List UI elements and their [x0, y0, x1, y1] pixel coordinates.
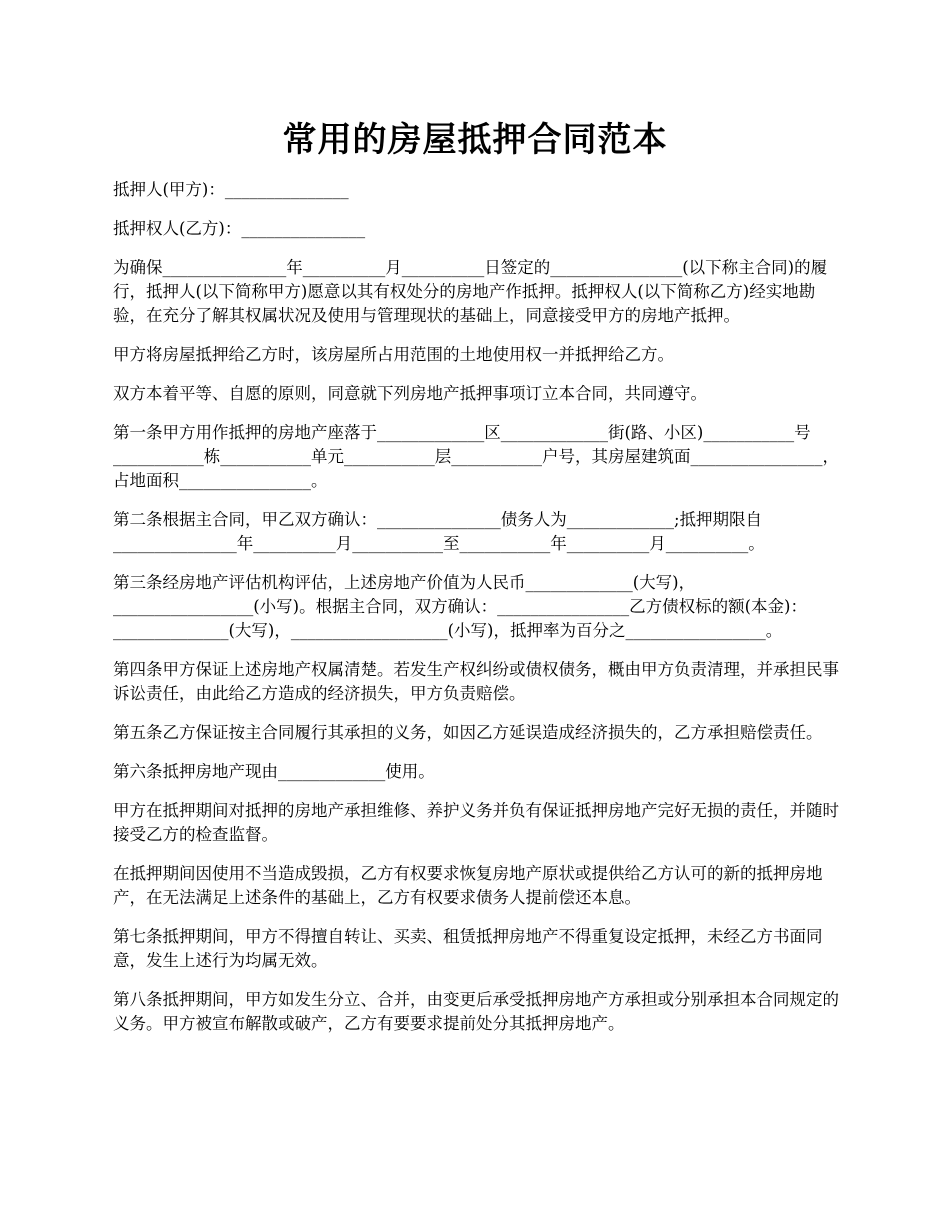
paragraph-mortgagee: 抵押权人(乙方)：_______________ [113, 219, 366, 238]
paragraph-damage: 在抵押期间因使用不当造成毁损，乙方有权要求恢复房地产原状或提供给乙方认可的新的抵押房地产，在无法满足上述条件的基础上，乙方有权要求债务人提前偿还本息。 [113, 864, 823, 907]
paragraph-article-4: 第四条甲方保证上述房地产权属清楚。若发生产权纠纷或债权债务，概由甲方负责清理，并承担民事诉讼责任，由此给乙方造成的经济损失，甲方负责赔偿。 [113, 660, 839, 703]
document-body [113, 178, 840, 1051]
paragraph-mortgagor: 抵押人(甲方)：_______________ [113, 180, 349, 199]
paragraph-article-6: 第六条抵押房地产现由_____________使用。 [113, 762, 435, 781]
document-title: 常用的房屋抵押合同范本 [282, 120, 668, 160]
paragraph-article-8: 第八条抵押期间，甲方如发生分立、合并，由变更后承受抵押房地产方承担或分别承担本合同规定的义务。甲方被宣布解散或破产，乙方有要要求提前处分其抵押房地产。 [113, 990, 839, 1033]
paragraph-maintenance: 甲方在抵押期间对抵押的房地产承担维修、养护义务并负有保证抵押房地产完好无损的责任，并随时接受乙方的检查监督。 [113, 801, 839, 844]
paragraph-article-7: 第七条抵押期间，甲方不得擅自转让、买卖、租赁抵押房地产不得重复设定抵押，未经乙方书面同意，发生上述行为均属无效。 [113, 927, 823, 970]
paragraph-land-use: 甲方将房屋抵押给乙方时，该房屋所占用范围的土地使用权一并抵押给乙方。 [113, 345, 674, 364]
paragraph-article-2: 第二条根据主合同，甲乙双方确认：_______________债务人为_____________;抵押期限自_______________年__________月___________至___________年__________月__________。 [113, 510, 765, 553]
paragraph-intro: 为确保_______________年__________月__________日签定的________________(以下称主合同)的履行，抵押人(以下简称甲方)愿意以其有权处分的房地产作抵押。抵押权人(以下简称乙方)经实地勘验，在充分了解其权属状况及使用与管理现状的基础上，同意接受甲方的房地产抵押。 [113, 258, 828, 325]
paragraph-article-3: 第三条经房地产评估机构评估，上述房地产价值为人民币_____________(大写)，_________________(小写)。根据主合同，双方确认：________________乙方债权标的额(本金)：______________(大写)，___________________(小写)，抵押率为百分之_________________。 [113, 573, 807, 640]
paragraph-principle: 双方本着平等、自愿的原则，同意就下列房地产抵押事项订立本合同，共同遵守。 [113, 384, 707, 403]
paragraph-article-1: 第一条甲方用作抵押的房地产座落于_____________区_____________街(路、小区)___________号___________栋___________单元___________层___________户号，其房屋建筑面________________，占地面积________________。 [113, 423, 839, 490]
paragraph-article-5: 第五条乙方保证按主合同履行其承担的义务，如因乙方延误造成经济损失的，乙方承担赔偿责任。 [113, 723, 823, 742]
